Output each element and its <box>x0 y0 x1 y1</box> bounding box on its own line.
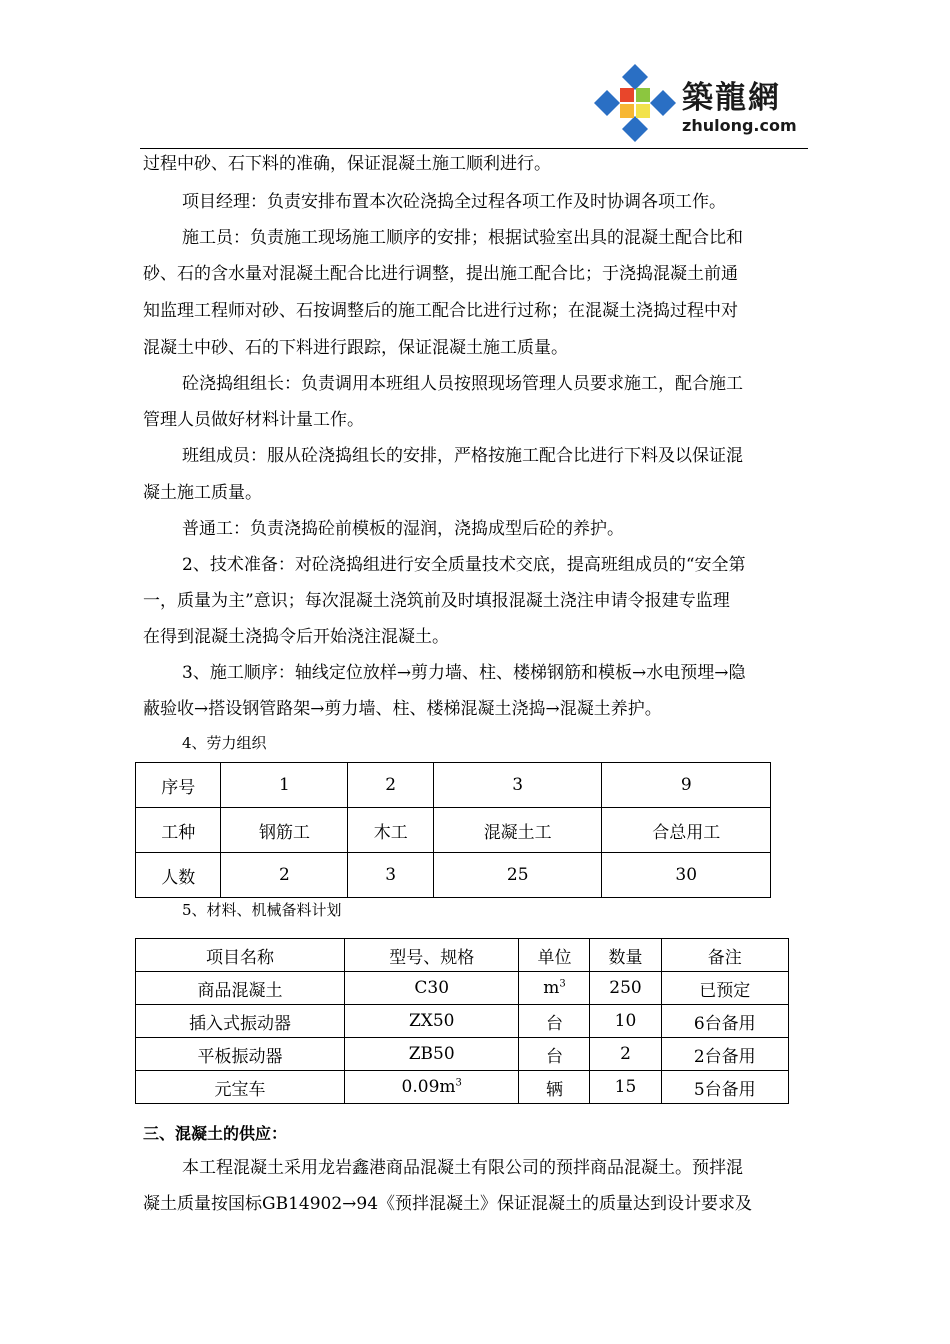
paragraph-line: 班组成员：服从砼浇捣组长的安排，严格按施工配合比进行下料及以保证混 <box>182 446 743 466</box>
table-cell: 人数 <box>136 853 221 898</box>
table-cell: 台 <box>519 1005 590 1038</box>
table-cell: 10 <box>590 1005 661 1038</box>
section-label-materials: 5、材料、机械备料计划 <box>182 901 342 919</box>
table-cell: 5台备用 <box>661 1071 789 1104</box>
table-header-cell: 单位 <box>519 939 590 972</box>
paragraph-line: 砂、石的含水量对混凝土配合比进行调整，提出施工配合比；于浇捣混凝土前通 <box>143 264 738 284</box>
zhulong-logo <box>590 62 810 144</box>
table-cell: 平板振动器 <box>136 1038 345 1071</box>
logo-chinese-text: 築龍網 <box>682 80 781 116</box>
table-cell: 2 <box>221 853 348 898</box>
table-cell: 25 <box>433 853 602 898</box>
header-rule <box>140 148 808 149</box>
table-row <box>136 1071 789 1104</box>
paragraph-line: 在得到混凝土浇捣令后开始浇注混凝土。 <box>143 627 449 647</box>
table-cell: 木工 <box>348 808 433 853</box>
table-cell: 250 <box>590 972 661 1005</box>
table-header-cell: 型号、规格 <box>344 939 518 972</box>
materials-table <box>135 938 789 1104</box>
table-cell: 1 <box>221 763 348 808</box>
section-heading: 三、混凝土的供应： <box>143 1124 288 1143</box>
table-cell: 2 <box>590 1038 661 1071</box>
table-cell: 2 <box>348 763 433 808</box>
paragraph-line: 施工员：负责施工现场施工顺序的安排；根据试验室出具的混凝土配合比和 <box>182 228 743 248</box>
paragraph-line: 知监理工程师对砂、石按调整后的施工配合比进行过称；在混凝土浇捣过程中对 <box>143 301 738 321</box>
table-row <box>136 853 771 898</box>
table-row <box>136 972 789 1005</box>
table-cell: 2台备用 <box>661 1038 789 1071</box>
table-cell: ZB50 <box>344 1038 518 1071</box>
table-row <box>136 1005 789 1038</box>
table-row <box>136 763 771 808</box>
table-cell: 9 <box>602 763 771 808</box>
table-cell: 30 <box>602 853 771 898</box>
table-cell: 15 <box>590 1071 661 1104</box>
table-cell: 辆 <box>519 1071 590 1104</box>
table-cell: 3 <box>348 853 433 898</box>
table-cell: 钢筋工 <box>221 808 348 853</box>
table-cell: 已预定 <box>661 972 789 1005</box>
table-cell: 3 <box>433 763 602 808</box>
paragraph-line: 过程中砂、石下料的准确，保证混凝土施工顺利进行。 <box>143 154 551 174</box>
table-cell: 合总用工 <box>602 808 771 853</box>
table-cell: 台 <box>519 1038 590 1071</box>
table-cell <box>344 1071 518 1104</box>
paragraph-line: 项目经理：负责安排布置本次砼浇捣全过程各项工作及时协调各项工作。 <box>182 192 726 212</box>
table-cell: 工种 <box>136 808 221 853</box>
unit-superscript: 3 <box>559 978 566 990</box>
table-header-row <box>136 939 789 972</box>
labor-table <box>135 762 771 898</box>
paragraph-line: 蔽验收→搭设钢管路架→剪力墙、柱、楼梯混凝土浇捣→混凝土养护。 <box>143 699 662 719</box>
paragraph-line: 一，质量为主”意识；每次混凝土浇筑前及时填报混凝土浇注申请令报建专监理 <box>143 591 730 611</box>
paragraph-line: 混凝土中砂、石的下料进行跟踪，保证混凝土施工质量。 <box>143 338 568 358</box>
table-row <box>136 1038 789 1071</box>
table-cell: C30 <box>344 972 518 1005</box>
paragraph-line: 本工程混凝土采用龙岩鑫港商品混凝土有限公司的预拌商品混凝土。预拌混 <box>182 1158 743 1178</box>
unit-text: m <box>543 978 560 998</box>
paragraph-line: 凝土质量按国标GB14902→94《预拌混凝土》保证混凝土的质量达到设计要求及 <box>143 1194 753 1214</box>
table-cell <box>519 972 590 1005</box>
table-cell: 插入式振动器 <box>136 1005 345 1038</box>
table-cell: 序号 <box>136 763 221 808</box>
table-cell: 混凝土工 <box>433 808 602 853</box>
table-header-cell: 项目名称 <box>136 939 345 972</box>
table-cell: 元宝车 <box>136 1071 345 1104</box>
spec-text: 0.09m <box>401 1077 456 1097</box>
paragraph-line: 管理人员做好材料计量工作。 <box>143 410 364 430</box>
section-label-labor: 4、劳力组织 <box>182 734 267 752</box>
logo-cube-icon <box>590 62 680 144</box>
paragraph-line: 凝土施工质量。 <box>143 483 262 503</box>
table-cell: ZX50 <box>344 1005 518 1038</box>
table-row <box>136 808 771 853</box>
paragraph-line: 普通工：负责浇捣砼前模板的湿润，浇捣成型后砼的养护。 <box>182 519 624 539</box>
logo-domain-text: zhulong.com <box>682 116 797 135</box>
table-header-cell: 备注 <box>661 939 789 972</box>
unit-superscript: 3 <box>455 1077 462 1089</box>
paragraph-line: 砼浇捣组组长：负责调用本班组人员按照现场管理人员要求施工，配合施工 <box>182 374 743 394</box>
table-cell: 商品混凝土 <box>136 972 345 1005</box>
table-header-cell: 数量 <box>590 939 661 972</box>
table-cell: 6台备用 <box>661 1005 789 1038</box>
paragraph-line: 3、施工顺序：轴线定位放样→剪力墙、柱、楼梯钢筋和模板→水电预埋→隐 <box>182 663 746 683</box>
paragraph-line: 2、技术准备：对砼浇捣组进行安全质量技术交底，提高班组成员的“安全第 <box>182 555 746 575</box>
